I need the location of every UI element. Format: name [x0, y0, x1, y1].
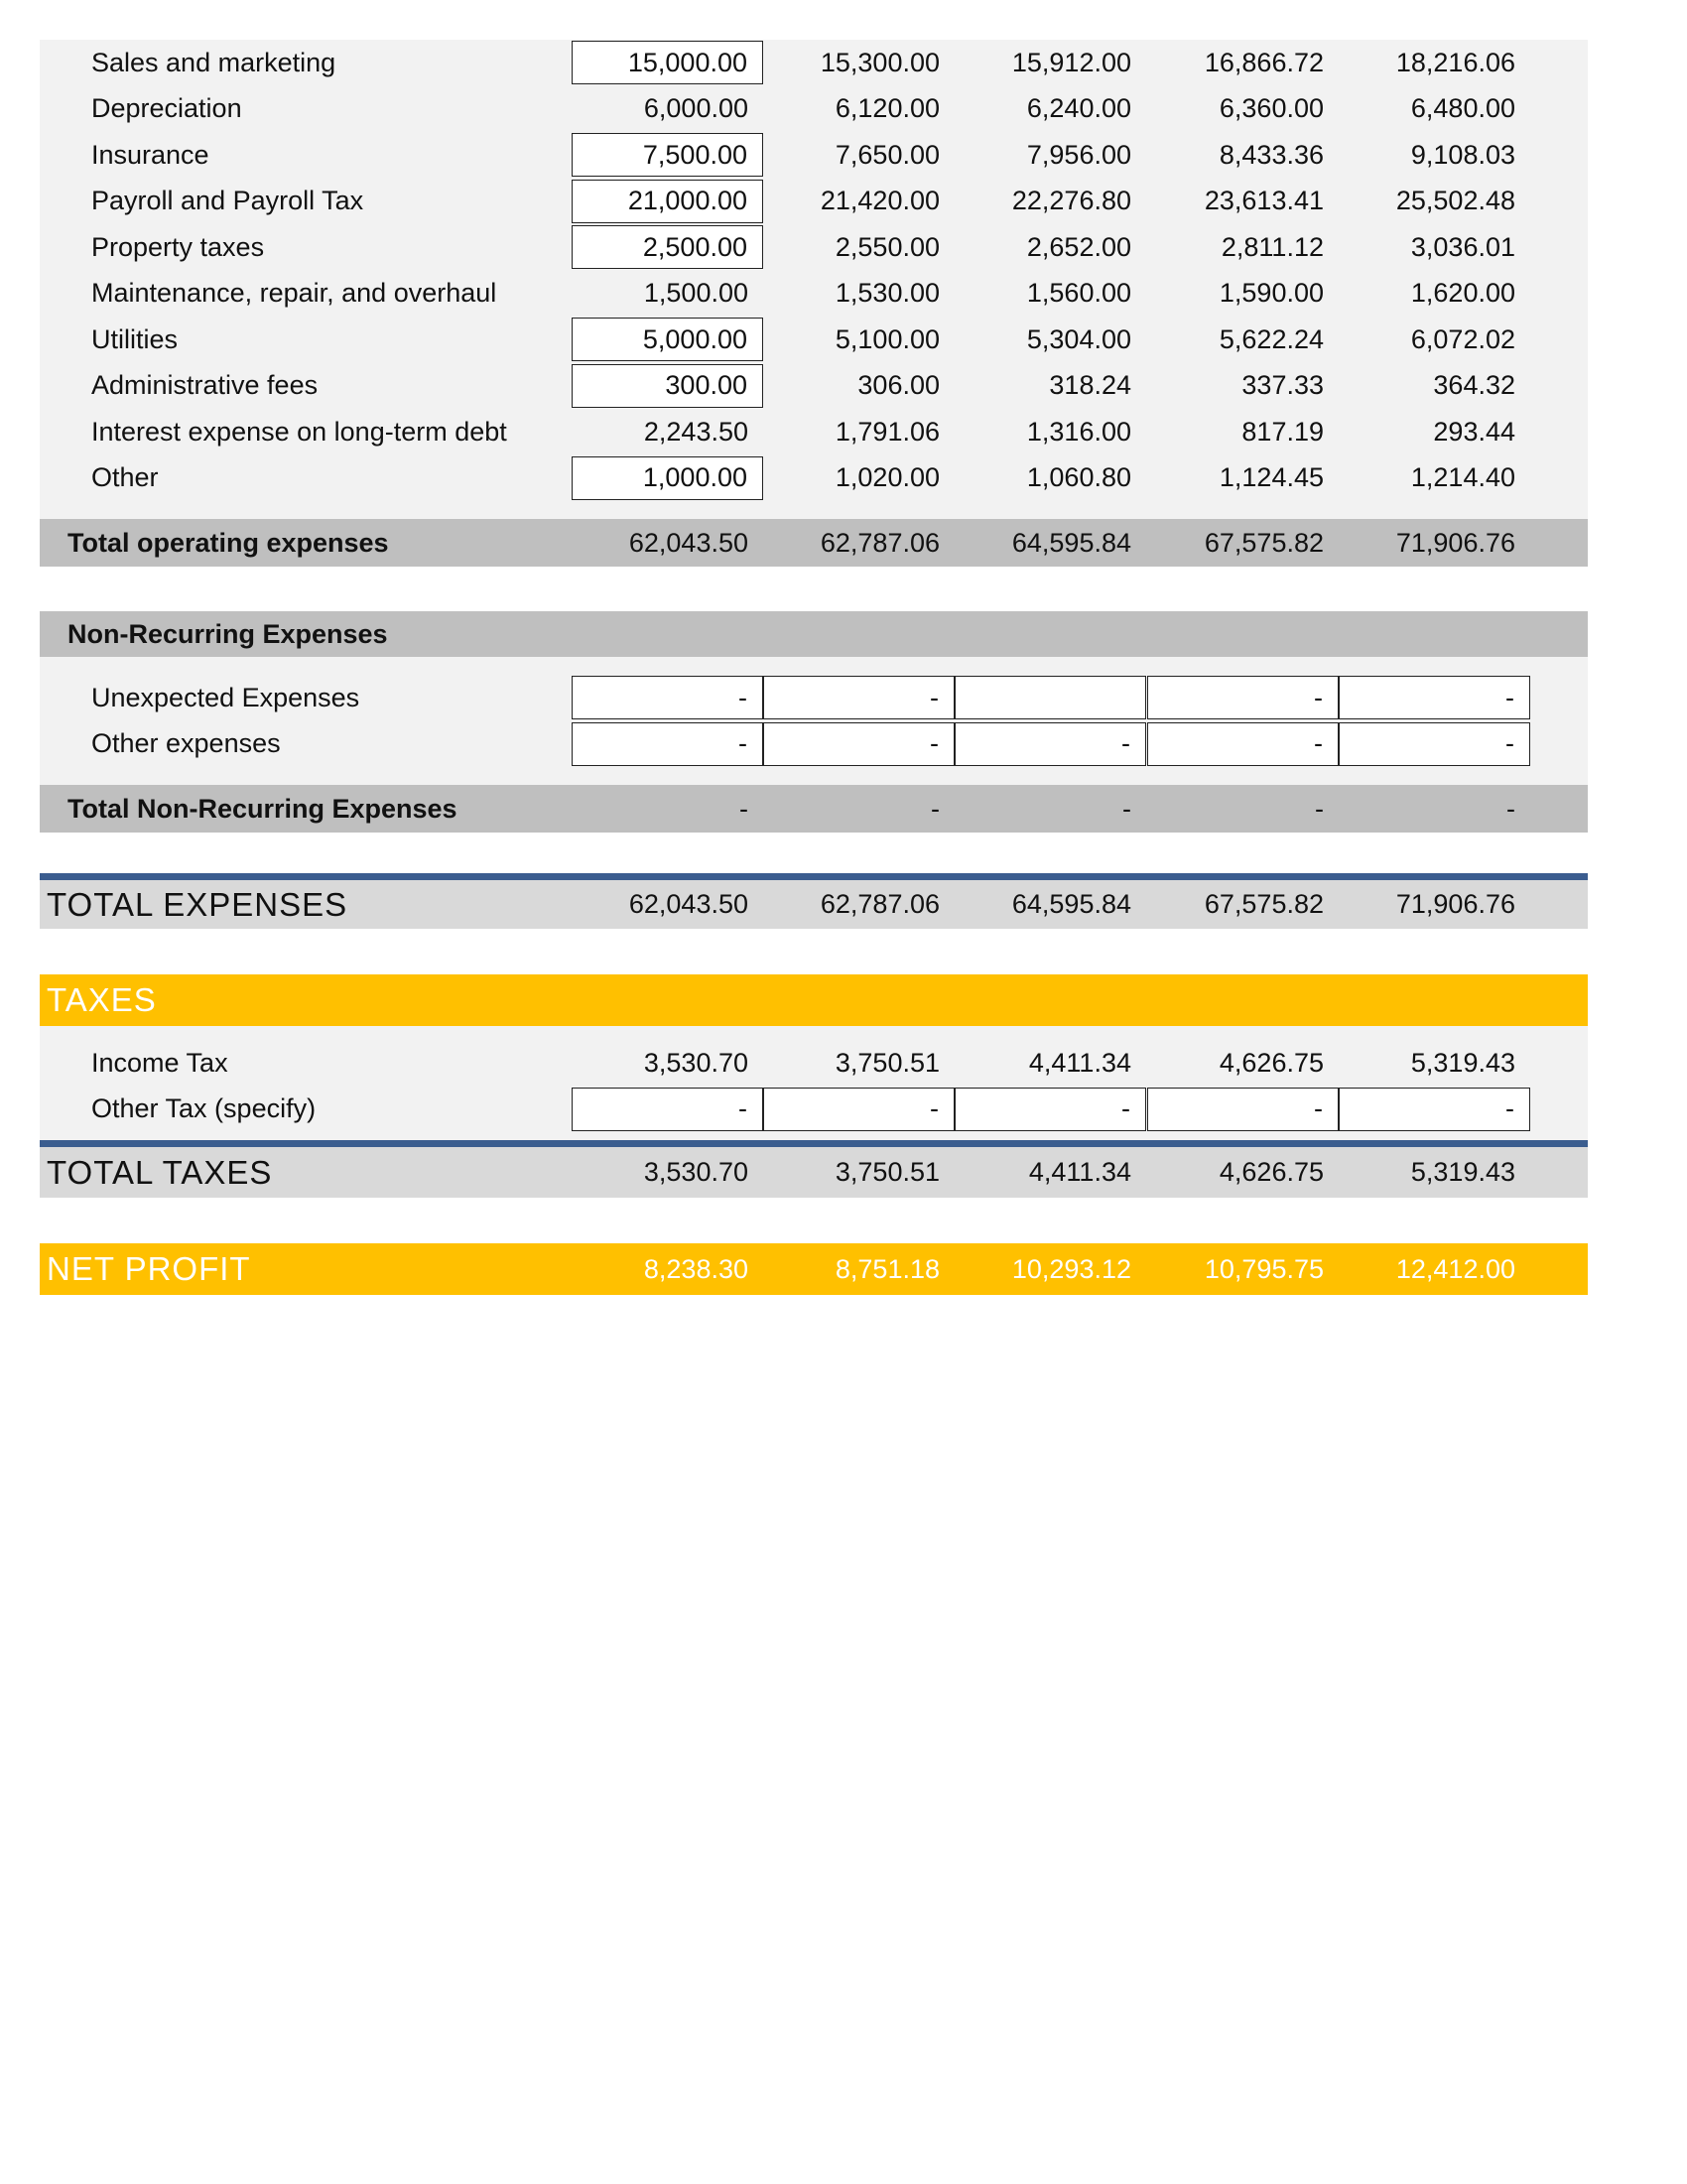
non-recurring-header [40, 611, 1588, 657]
net-profit-row [40, 1243, 1588, 1295]
value-cell: 7,956.00 [1026, 139, 1131, 170]
row-label: Depreciation [91, 93, 242, 124]
value-cell: 62,043.50 [628, 527, 748, 558]
value-cell: 9,108.03 [1410, 139, 1515, 170]
value-cell: 1,500.00 [643, 278, 748, 308]
value-cell: - [1315, 793, 1324, 824]
value-cell: 4,411.34 [1028, 1157, 1131, 1187]
value-cell: 64,595.84 [1011, 889, 1131, 919]
row-label: NET PROFIT [47, 1250, 251, 1287]
value-cell: 6,120.00 [835, 93, 940, 123]
input-cell[interactable]: 15,000.00 [572, 41, 763, 84]
value-cell: 6,360.00 [1219, 93, 1324, 123]
section-title: Non-Recurring Expenses [67, 618, 388, 649]
input-cell[interactable]: 2,500.00 [572, 225, 763, 269]
row-label: Total Non-Recurring Expenses [67, 793, 457, 824]
value-cell: 1,560.00 [1026, 278, 1131, 308]
input-cell[interactable]: - [572, 1088, 763, 1131]
value-cell: 5,100.00 [835, 323, 940, 354]
row-label: Interest expense on long-term debt [91, 416, 507, 447]
row-label: Income Tax [91, 1047, 228, 1078]
value-cell: 64,595.84 [1011, 527, 1131, 558]
value-cell: 8,751.18 [835, 1253, 940, 1284]
row-label: Other [91, 462, 159, 493]
row-label: Utilities [91, 323, 179, 354]
value-cell: 817.19 [1241, 416, 1324, 447]
value-cell: 7,650.00 [835, 139, 940, 170]
value-cell: 3,530.70 [643, 1047, 748, 1078]
value-cell: 3,750.51 [835, 1157, 940, 1187]
expense-row-insurance [40, 132, 1588, 179]
value-cell: 1,214.40 [1410, 462, 1515, 492]
value-cell: 1,124.45 [1219, 462, 1324, 492]
row-label: Insurance [91, 139, 209, 170]
value-cell: 12,412.00 [1395, 1253, 1515, 1284]
input-cell[interactable]: - [955, 722, 1146, 766]
value-cell: 15,912.00 [1011, 47, 1131, 77]
value-cell: 318.24 [1049, 370, 1131, 400]
row-label: Unexpected Expenses [91, 682, 360, 712]
value-cell: 3,750.51 [835, 1047, 940, 1078]
row-label: TOTAL EXPENSES [47, 885, 348, 923]
expense-row-other [40, 455, 1588, 502]
value-cell: 1,020.00 [835, 462, 940, 492]
value-cell: 25,502.48 [1395, 186, 1515, 215]
value-cell: 2,652.00 [1026, 231, 1131, 262]
input-cell[interactable]: - [1147, 1088, 1339, 1131]
row-label: Administrative fees [91, 370, 319, 401]
expense-row-interest [40, 409, 1588, 455]
value-cell: - [739, 793, 748, 824]
value-cell: 293.44 [1433, 416, 1515, 447]
row-label: Sales and marketing [91, 47, 336, 77]
value-cell: 10,293.12 [1011, 1253, 1131, 1284]
input-cell[interactable]: - [1147, 676, 1339, 719]
expense-row-depreciation [40, 86, 1588, 133]
row-label: TOTAL TAXES [47, 1153, 273, 1191]
section-title: TAXES [47, 981, 157, 1018]
input-cell[interactable]: 1,000.00 [572, 456, 763, 500]
value-cell: 16,866.72 [1204, 47, 1324, 77]
input-cell[interactable]: - [763, 1088, 955, 1131]
expense-row-sales-marketing [40, 40, 1588, 86]
value-cell: 1,530.00 [835, 278, 940, 308]
row-label: Payroll and Payroll Tax [91, 186, 364, 216]
input-cell[interactable]: 7,500.00 [572, 133, 763, 177]
tax-row-other [40, 1087, 1588, 1133]
value-cell: 1,791.06 [835, 416, 940, 447]
value-cell: 23,613.41 [1204, 186, 1324, 215]
non-recurring-block [40, 657, 1588, 785]
value-cell: 5,622.24 [1219, 323, 1324, 354]
input-cell[interactable]: - [572, 722, 763, 766]
value-cell: 364.32 [1433, 370, 1515, 400]
value-cell: 1,620.00 [1410, 278, 1515, 308]
expense-row-payroll [40, 179, 1588, 225]
input-cell[interactable]: - [1339, 1088, 1530, 1131]
value-cell: 2,550.00 [835, 231, 940, 262]
value-cell: 1,060.80 [1026, 462, 1131, 492]
value-cell: 3,530.70 [643, 1157, 748, 1187]
expense-row-property-taxes [40, 224, 1588, 271]
value-cell: 5,304.00 [1026, 323, 1131, 354]
value-cell: 6,240.00 [1026, 93, 1131, 123]
value-cell: 337.33 [1241, 370, 1324, 400]
value-cell: 4,626.75 [1219, 1047, 1324, 1078]
value-cell: 62,787.06 [820, 527, 940, 558]
expense-row-maintenance [40, 271, 1588, 318]
row-label: Maintenance, repair, and overhaul [91, 278, 497, 309]
value-cell: 10,795.75 [1204, 1253, 1324, 1284]
expense-row-admin-fees [40, 363, 1588, 410]
value-cell: 22,276.80 [1011, 186, 1131, 215]
value-cell: 8,433.36 [1219, 139, 1324, 170]
input-cell[interactable]: 5,000.00 [572, 318, 763, 361]
taxes-header [40, 974, 1588, 1026]
value-cell: 8,238.30 [643, 1253, 748, 1284]
value-cell: 21,420.00 [820, 186, 940, 215]
taxes-block [40, 1026, 1588, 1140]
total-operating-expenses-row [40, 519, 1588, 567]
value-cell: 3,036.01 [1410, 231, 1515, 262]
value-cell: 4,626.75 [1219, 1157, 1324, 1187]
input-cell[interactable]: 300.00 [572, 364, 763, 408]
value-cell: 2,243.50 [643, 416, 748, 447]
value-cell: 6,480.00 [1410, 93, 1515, 123]
value-cell: 71,906.76 [1395, 527, 1515, 558]
value-cell: 5,319.43 [1410, 1157, 1515, 1187]
input-cell[interactable]: - [1339, 676, 1530, 719]
non-recurring-row-other [40, 721, 1588, 768]
row-label: Total operating expenses [67, 527, 389, 558]
input-cell[interactable]: - [1147, 722, 1339, 766]
value-cell: 1,316.00 [1026, 416, 1131, 447]
value-cell: 1,590.00 [1219, 278, 1324, 308]
row-label: Property taxes [91, 231, 265, 262]
expense-row-utilities [40, 317, 1588, 363]
value-cell: 15,300.00 [820, 47, 940, 77]
input-cell[interactable]: - [763, 676, 955, 719]
row-label: Other Tax (specify) [91, 1093, 317, 1124]
value-cell: - [931, 793, 940, 824]
value-cell: 2,811.12 [1221, 231, 1324, 262]
row-label: Other expenses [91, 728, 281, 759]
value-cell: 6,000.00 [643, 93, 748, 123]
value-cell: 71,906.76 [1395, 889, 1515, 919]
value-cell: 18,216.06 [1395, 47, 1515, 77]
input-cell[interactable]: - [572, 676, 763, 719]
non-recurring-row-unexpected [40, 675, 1588, 721]
profit-loss-sheet [40, 40, 1588, 1295]
value-cell: 306.00 [857, 370, 940, 400]
value-cell: 67,575.82 [1204, 889, 1324, 919]
value-cell: 4,411.34 [1028, 1047, 1131, 1078]
value-cell: 5,319.43 [1410, 1047, 1515, 1078]
value-cell: - [1122, 793, 1131, 824]
input-cell[interactable]: - [763, 722, 955, 766]
value-cell: 6,072.02 [1410, 323, 1515, 354]
value-cell: 62,043.50 [628, 889, 748, 919]
operating-expenses-block [40, 40, 1588, 519]
total-expenses-row [40, 873, 1588, 929]
total-non-recurring-row [40, 785, 1588, 833]
value-cell: 62,787.06 [820, 889, 940, 919]
tax-row-income [40, 1040, 1588, 1087]
value-cell: - [1506, 793, 1515, 824]
value-cell: 67,575.82 [1204, 527, 1324, 558]
total-taxes-row [40, 1140, 1588, 1198]
input-cell[interactable]: 21,000.00 [572, 180, 763, 223]
input-cell[interactable] [955, 676, 1146, 719]
input-cell[interactable]: - [955, 1088, 1146, 1131]
input-cell[interactable]: - [1339, 722, 1530, 766]
